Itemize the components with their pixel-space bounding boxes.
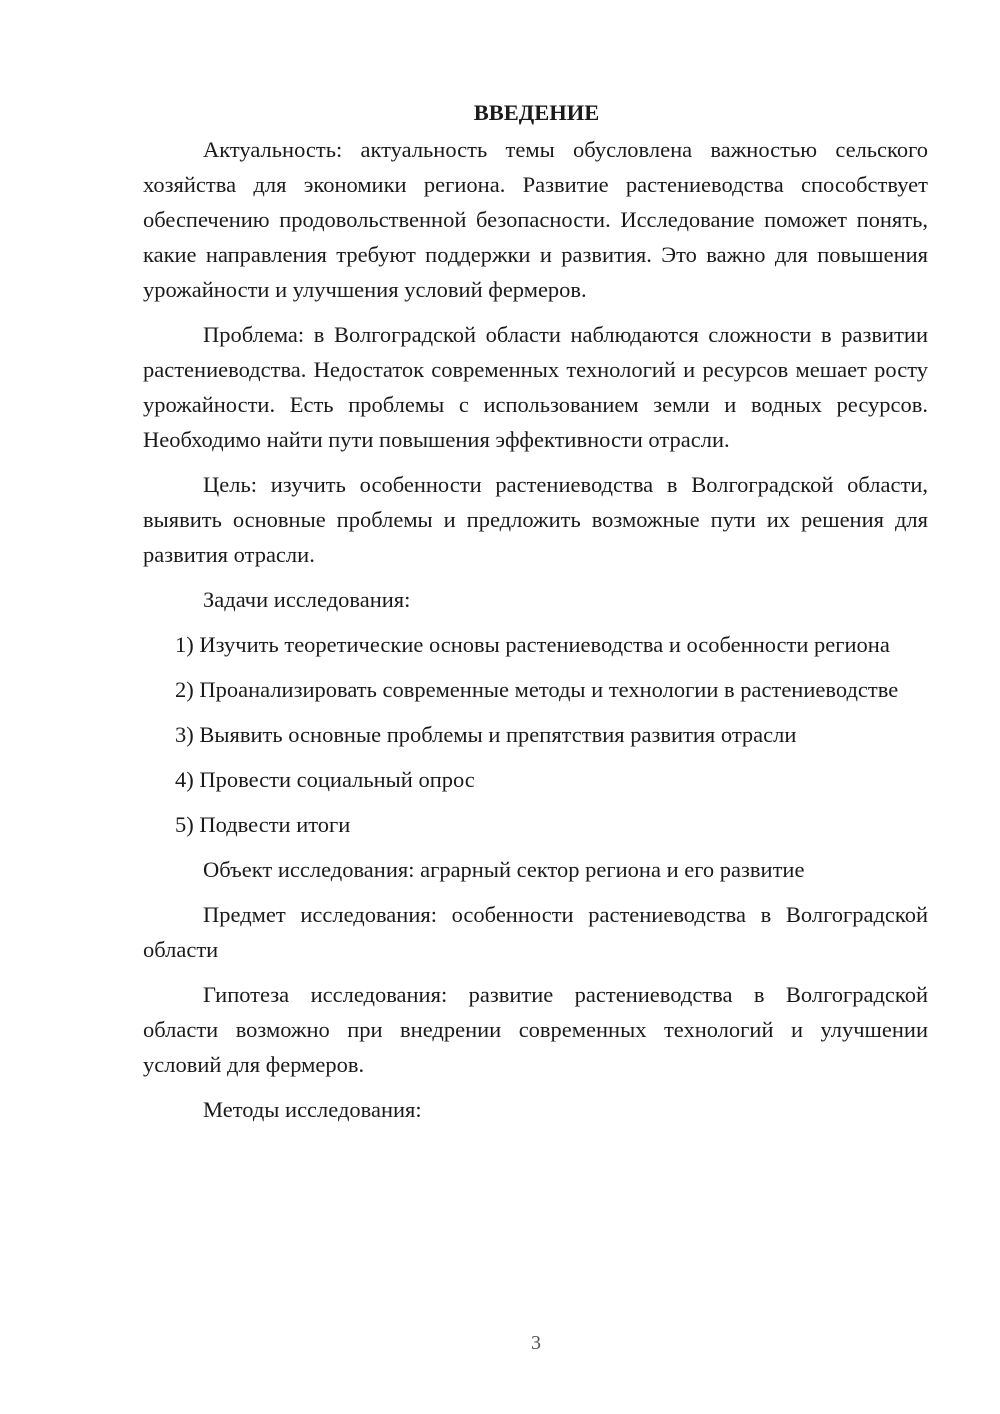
- task-item-2: 2) Проанализировать современные методы и технологии в растениеводстве: [175, 677, 899, 702]
- page-number: 3: [531, 1332, 541, 1354]
- task-item-1: 1) Изучить теоретические основы растениеводства и особенности региона: [175, 632, 890, 657]
- task-item-5: 5) Подвести итоги: [175, 812, 351, 837]
- paragraph-object: Объект исследования: аграрный сектор региона и его развитие: [203, 857, 805, 882]
- paragraph-hypothesis: Гипотеза исследования: развитие растениеводства в Волгоградской области возможно при внедрении современных технологий и улучшении условий для фермеров.: [143, 982, 928, 1077]
- paragraph-subject: Предмет исследования: особенности растениеводства в Волгоградской области: [143, 902, 928, 962]
- paragraph-goal: Цель: изучить особенности растениеводства в Волгоградской области, выявить основные проблемы и предложить возможные пути их решения для развития отрасли.: [143, 472, 928, 567]
- task-item-4: 4) Провести социальный опрос: [175, 767, 475, 792]
- paragraph-problem: Проблема: в Волгоградской области наблюдаются сложности в развитии растениеводства. Недостаток современных технологий и ресурсов мешает росту урожайности. Есть проблемы с использованием земли и водных ресурсов. Необходимо найти пути повышения эффективности отрасли.: [143, 322, 928, 452]
- paragraph-methods: Методы исследования:: [203, 1097, 422, 1122]
- section-title: ВВЕДЕНИЕ: [473, 100, 600, 125]
- paragraph-tasks-heading: Задачи исследования:: [203, 587, 411, 612]
- document-page: [143, 95, 928, 1137]
- task-item-3: 3) Выявить основные проблемы и препятствия развития отрасли: [175, 722, 797, 747]
- paragraph-relevance: Актуальность: актуальность темы обусловлена важностью сельского хозяйства для экономики региона. Развитие растениеводства способствует обеспечению продовольственной безопасности. Исследование поможет понять, какие направления требуют поддержки и развития. Это важно для повышения урожайности и улучшения условий фермеров.: [143, 137, 928, 302]
